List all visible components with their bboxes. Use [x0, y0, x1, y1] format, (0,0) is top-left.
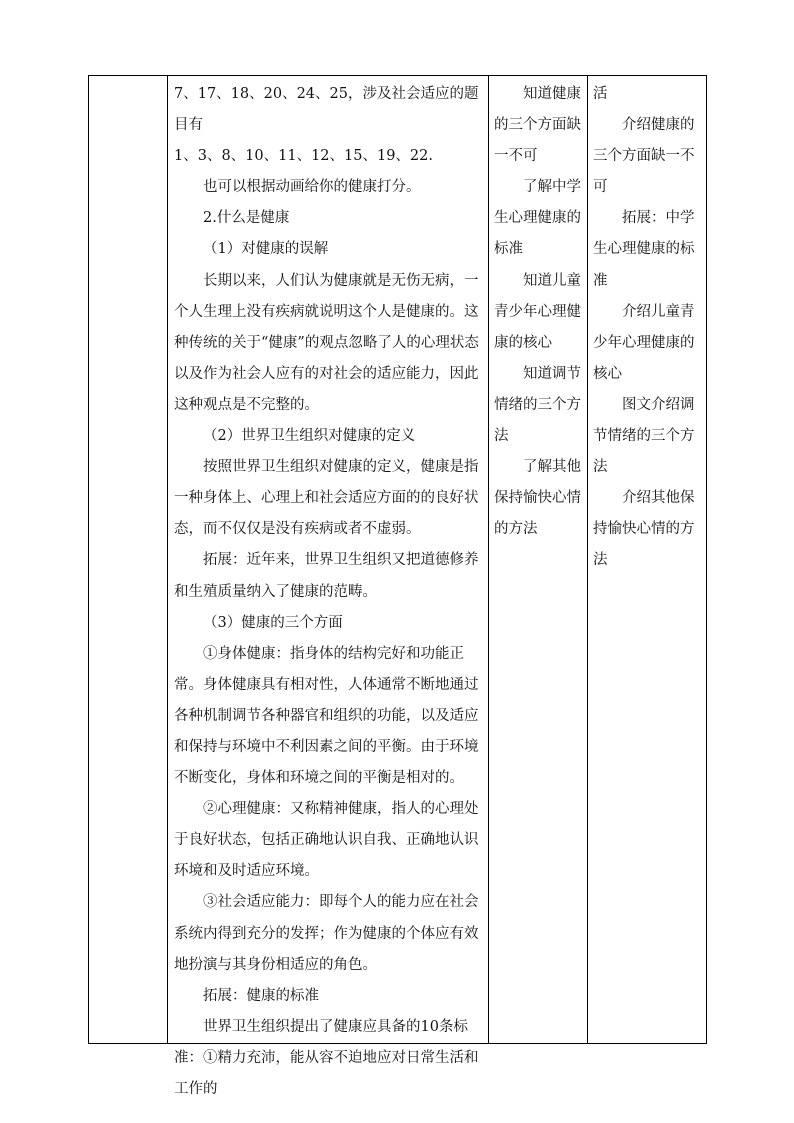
- activity-paragraph: 拓展：中学生心理健康的标准: [593, 210, 695, 289]
- objective-paragraph: 知道调节情绪的三个方法: [494, 365, 581, 445]
- content-paragraph: 也可以根据动画给你的健康打分。: [203, 179, 421, 196]
- content-paragraph: 世界卫生组织提出了健康应具备的10条标准：①精力充沛，能从容不迫地应对日常生活和工作的: [174, 1018, 479, 1097]
- learning-objectives-column: [494, 79, 584, 545]
- content-paragraph: 7、17、18、20、24、25，涉及社会适应的题目有: [174, 86, 479, 134]
- content-paragraph: 拓展：近年来，世界卫生组织又把道德修养和生殖质量纳入了健康的范畴。: [174, 552, 479, 600]
- content-paragraph: （2）世界卫生组织对健康的定义: [203, 428, 416, 445]
- column-divider-1: [167, 75, 168, 1043]
- objective-paragraph: 知道健康的三个方面缺一不可: [494, 86, 581, 165]
- activity-paragraph: 介绍健康的三个方面缺一不可: [593, 117, 695, 196]
- content-paragraph: 2.什么是健康: [203, 210, 290, 227]
- content-paragraph: ③社会适应能力：即每个人的能力应在社会系统内得到充分的发挥；作为健康的个体应有效地扮演与其身份相适应的角色。: [174, 894, 479, 973]
- content-paragraph: （1）对健康的误解: [203, 241, 329, 258]
- activity-paragraph: 活: [593, 86, 608, 102]
- column-divider-3: [587, 75, 588, 1043]
- teaching-content-column: [174, 79, 486, 1105]
- content-paragraph: 1、3、8、10、11、12、15、19、22.: [174, 148, 433, 165]
- column-divider-2: [488, 75, 489, 1043]
- content-paragraph: 按照世界卫生组织对健康的定义，健康是指一种身体上、心理上和社会适应方面的的良好状态，而不仅仅是没有疾病或者不虚弱。: [174, 459, 479, 538]
- objective-paragraph: 了解其他保持愉快心情的方法: [494, 459, 581, 538]
- objective-paragraph: 知道儿童青少年心理健康的核心: [494, 272, 581, 351]
- content-paragraph: （3）健康的三个方面: [203, 614, 343, 631]
- teacher-activities-column: [593, 79, 703, 577]
- content-paragraph: ②心理健康：又称精神健康，指人的心理处于良好状态，包括正确地认识自我、正确地认识环境和及时适应环境。: [174, 801, 479, 880]
- content-paragraph: 拓展：健康的标准: [203, 987, 319, 1004]
- objective-paragraph: 了解中学生心理健康的标准: [494, 179, 581, 258]
- activity-paragraph: 介绍儿童青少年心理健康的核心: [593, 303, 695, 382]
- content-paragraph: ①身体健康：指身体的结构完好和功能正常。身体健康具有相对性，人体通常不断地通过各种机制调节各种器官和组织的功能，以及适应和保持与环境中不利因素之间的平衡。由于环境不断变化，身体和环境之间的平衡是相对的。: [174, 645, 479, 787]
- content-paragraph: 长期以来，人们认为健康就是无伤无病，一个人生理上没有疾病就说明这个人是健康的。这种传统的关于“健康”的观点忽略了人的心理状态以及作为社会人应有的对社会的适应能力，因此这种观点是不完整的。: [174, 272, 479, 413]
- activity-paragraph: 介绍其他保持愉快心情的方法: [593, 490, 695, 569]
- activity-paragraph: 图文介绍调节情绪的三个方法: [593, 396, 695, 476]
